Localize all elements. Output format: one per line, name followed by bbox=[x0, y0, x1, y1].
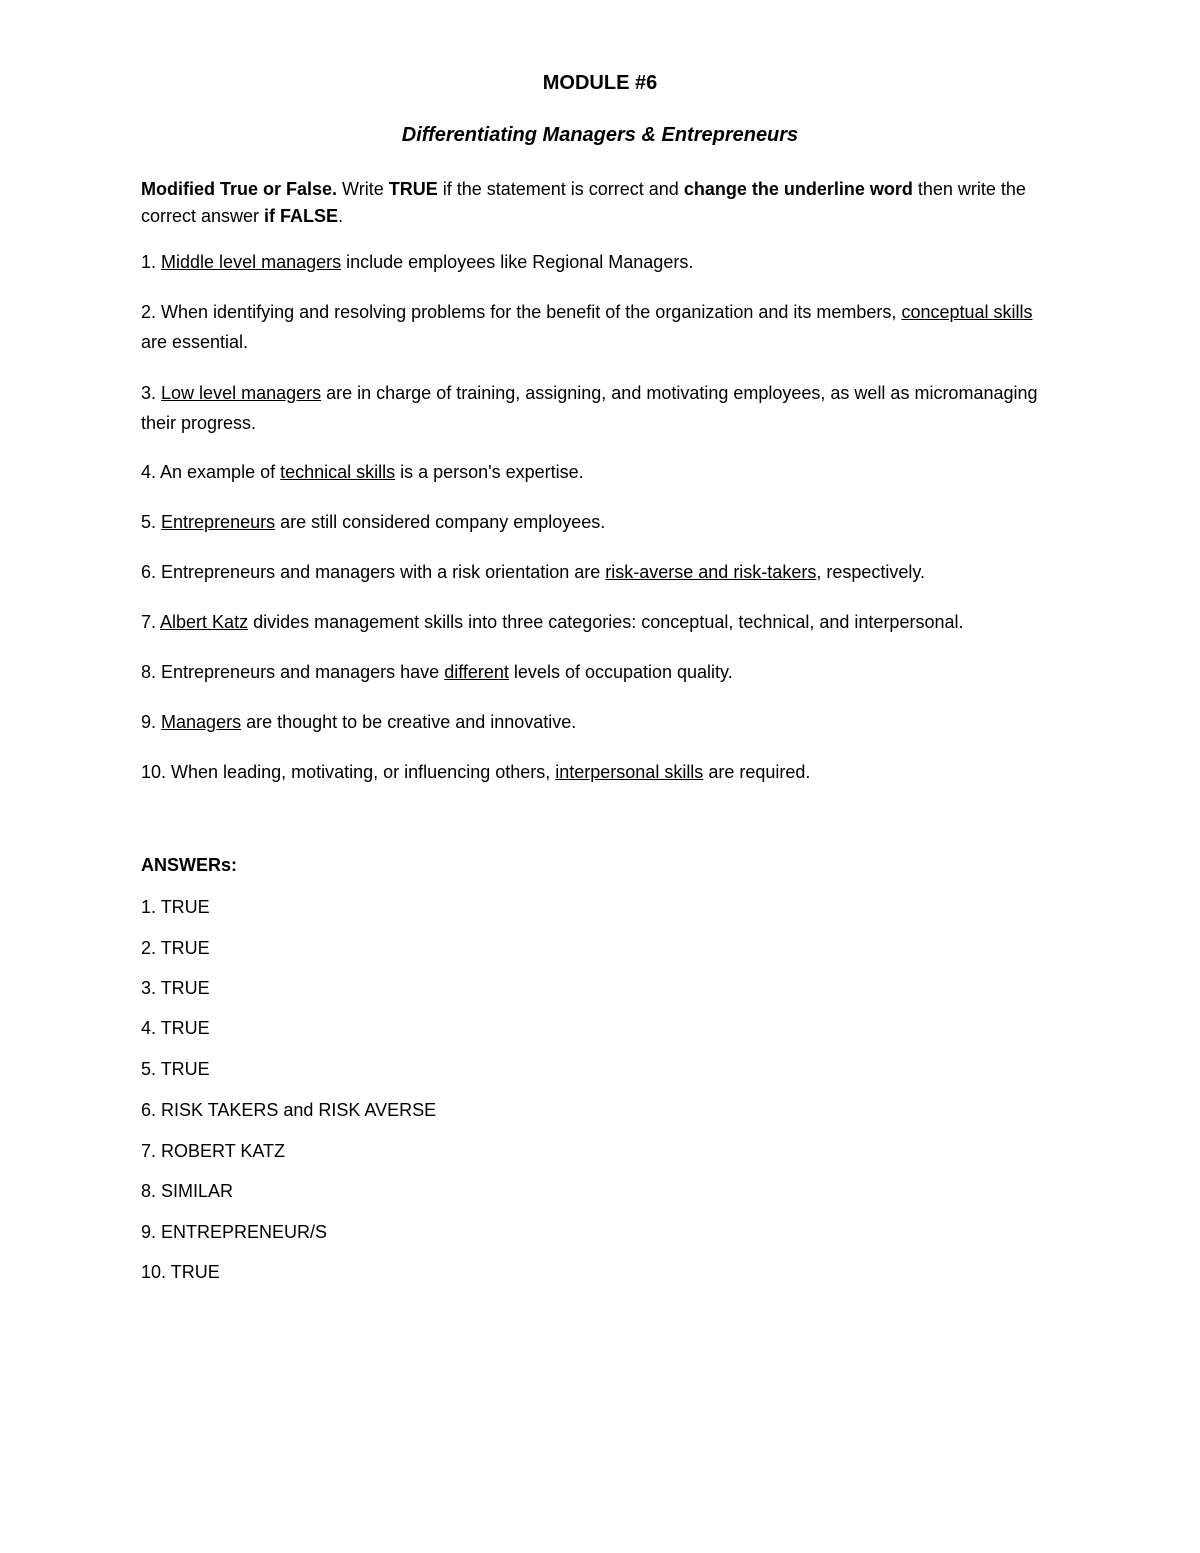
underlined-term: risk-averse and risk-takers bbox=[605, 562, 817, 582]
question-text: When identifying and resolving problems for the benefit of the organization and its members, bbox=[156, 302, 902, 322]
question-number: 8. bbox=[141, 662, 157, 682]
question-7 bbox=[141, 607, 1141, 637]
question-text: are required. bbox=[703, 762, 811, 782]
instructions-text-2: if the statement is correct and bbox=[437, 179, 684, 199]
underlined-term: different bbox=[444, 662, 509, 682]
question-text: An example of bbox=[156, 462, 281, 482]
question-6 bbox=[141, 557, 1061, 587]
question-number: 6. bbox=[141, 562, 157, 582]
question-text: , respectively. bbox=[816, 562, 926, 582]
answers-heading: ANSWERs: bbox=[141, 855, 238, 875]
question-1 bbox=[141, 247, 1061, 277]
question-number: 10. bbox=[141, 762, 167, 782]
question-5 bbox=[141, 507, 1061, 537]
underlined-term: technical skills bbox=[280, 462, 396, 482]
question-text: are still considered company employees. bbox=[275, 512, 606, 532]
answer-item: 10. TRUE bbox=[141, 1262, 220, 1282]
question-text: are thought to be creative and innovative. bbox=[241, 712, 577, 732]
answer-item: 3. TRUE bbox=[141, 978, 210, 998]
answer-item: 9. ENTREPRENEUR/S bbox=[141, 1222, 328, 1242]
question-text: Entrepreneurs and managers have bbox=[156, 662, 445, 682]
question-text: divides management skills into three categories: conceptual, technical, and interpersonal. bbox=[248, 612, 964, 632]
instructions-text-1: Write bbox=[337, 179, 389, 199]
instructions-text-3: then write the correct answer bbox=[141, 179, 1026, 226]
question-9 bbox=[141, 707, 1061, 737]
instructions-bold-1: Modified True or False. bbox=[141, 179, 338, 199]
question-text: Entrepreneurs and managers with a risk orientation are bbox=[156, 562, 606, 582]
instructions bbox=[141, 176, 1061, 230]
instructions-text-4: . bbox=[338, 206, 344, 226]
underlined-term: Albert Katz bbox=[160, 612, 249, 632]
question-2 bbox=[141, 297, 1061, 357]
answer-item: 8. SIMILAR bbox=[141, 1181, 234, 1201]
answer-item: 4. TRUE bbox=[141, 1018, 210, 1038]
answer-item: 7. ROBERT KATZ bbox=[141, 1141, 286, 1161]
question-number: 3. bbox=[141, 383, 157, 403]
answer-item: 1. TRUE bbox=[141, 897, 210, 917]
underlined-term: interpersonal skills bbox=[555, 762, 704, 782]
question-3 bbox=[141, 378, 1061, 438]
question-text: are in charge of training, assigning, and motivating employees, as well as micromanaging their progress. bbox=[141, 383, 1038, 433]
question-4 bbox=[141, 457, 1061, 487]
question-number: 7. bbox=[141, 612, 157, 632]
page-subtitle: Differentiating Managers & Entrepreneurs bbox=[401, 124, 799, 146]
answer-item: 6. RISK TAKERS and RISK AVERSE bbox=[141, 1100, 437, 1120]
question-number: 1. bbox=[141, 252, 157, 272]
question-text: When leading, motivating, or influencing others, bbox=[166, 762, 556, 782]
question-8 bbox=[141, 657, 1061, 687]
question-10 bbox=[141, 757, 1061, 787]
answer-item: 5. TRUE bbox=[141, 1059, 210, 1079]
question-text: is a person's expertise. bbox=[395, 462, 584, 482]
instructions-bold-3: change the underline word bbox=[683, 179, 913, 199]
question-number: 4. bbox=[141, 462, 157, 482]
underlined-term: Entrepreneurs bbox=[161, 512, 276, 532]
question-number: 2. bbox=[141, 302, 157, 322]
question-text: are essential. bbox=[141, 332, 249, 352]
underlined-term: Managers bbox=[161, 712, 242, 732]
answer-item: 2. TRUE bbox=[141, 938, 210, 958]
question-text: levels of occupation quality. bbox=[508, 662, 733, 682]
page-title: MODULE #6 bbox=[542, 72, 658, 94]
question-number: 9. bbox=[141, 712, 157, 732]
underlined-term: Low level managers bbox=[161, 383, 322, 403]
underlined-term: Middle level managers bbox=[161, 252, 342, 272]
question-text: include employees like Regional Managers. bbox=[341, 252, 694, 272]
underlined-term: conceptual skills bbox=[901, 302, 1033, 322]
instructions-bold-4: if FALSE bbox=[264, 206, 339, 226]
question-number: 5. bbox=[141, 512, 157, 532]
instructions-bold-2: TRUE bbox=[388, 179, 438, 199]
